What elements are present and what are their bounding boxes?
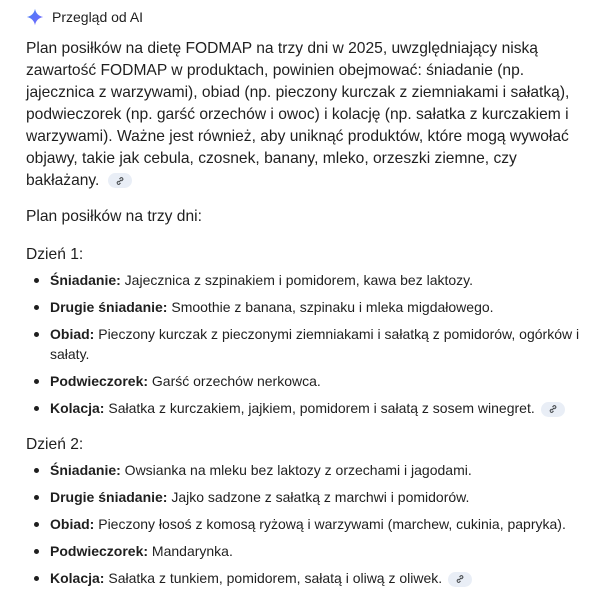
day-2-title: Dzień 2: bbox=[26, 436, 84, 453]
link-icon bbox=[114, 175, 126, 187]
source-link-button[interactable] bbox=[448, 572, 472, 587]
list-item: Obiad: Pieczony łosoś z komosą ryżową i warzywami (marchew, cukinia, papryka). bbox=[26, 514, 586, 534]
plan-title: Plan posiłków na trzy dni: bbox=[26, 208, 202, 225]
list-item: Śniadanie: Jajecznica z szpinakiem i pomidorem, kawa bez laktozy. bbox=[26, 270, 586, 290]
source-link-button[interactable] bbox=[541, 402, 565, 417]
intro-paragraph bbox=[26, 38, 586, 192]
list-item: Drugie śniadanie: Smoothie z banana, szpinaku i mleka migdałowego. bbox=[26, 297, 586, 317]
source-link-button[interactable] bbox=[108, 173, 132, 188]
list-item: Podwieczorek: Garść orzechów nerkowca. bbox=[26, 371, 586, 391]
day-1-meals bbox=[26, 270, 586, 418]
intro-text: Plan posiłków na dietę FODMAP na trzy dni w 2025, uwzględniający niską zawartość FODMAP w produktach, powinien obejmować: śniadanie (np. jajecznica z warzywami), obiad (np. pieczony kurczak z ziemniakami i sałatką), podwieczorek (np. garść orzechów i owoc) i kolację (np. sałatka z kurczakiem i warzywami). Ważne jest również, aby uniknąć produktów, które mogą wywołać objawy, takie jak cebula, czosnek, banany, mleko, orzeszki ziemne, czy bakłażany. bbox=[26, 40, 570, 189]
header-title: Przegląd od AI bbox=[52, 9, 144, 25]
day-2-meals bbox=[26, 460, 586, 588]
list-item: Obiad: Pieczony kurczak z pieczonymi ziemniakami i sałatką z pomidorów, ogórków i sałaty. bbox=[26, 324, 586, 364]
list-item: Drugie śniadanie: Jajko sadzone z sałatką z marchwi i pomidorów. bbox=[26, 487, 586, 507]
list-item: Kolacja: Sałatka z tunkiem, pomidorem, sałatą i oliwą z oliwek. bbox=[26, 568, 586, 588]
day-1-title: Dzień 1: bbox=[26, 246, 84, 263]
list-item: Kolacja: Sałatka z kurczakiem, jajkiem, pomidorem i sałatą z sosem winegret. bbox=[26, 398, 586, 418]
ai-overview-header bbox=[26, 6, 143, 28]
link-icon bbox=[454, 573, 466, 585]
list-item: Podwieczorek: Mandarynka. bbox=[26, 541, 586, 561]
link-icon bbox=[547, 403, 559, 415]
overview-content bbox=[26, 38, 586, 595]
list-item: Śniadanie: Owsianka na mleku bez laktozy z orzechami i jagodami. bbox=[26, 460, 586, 480]
sparkle-icon bbox=[26, 8, 44, 26]
